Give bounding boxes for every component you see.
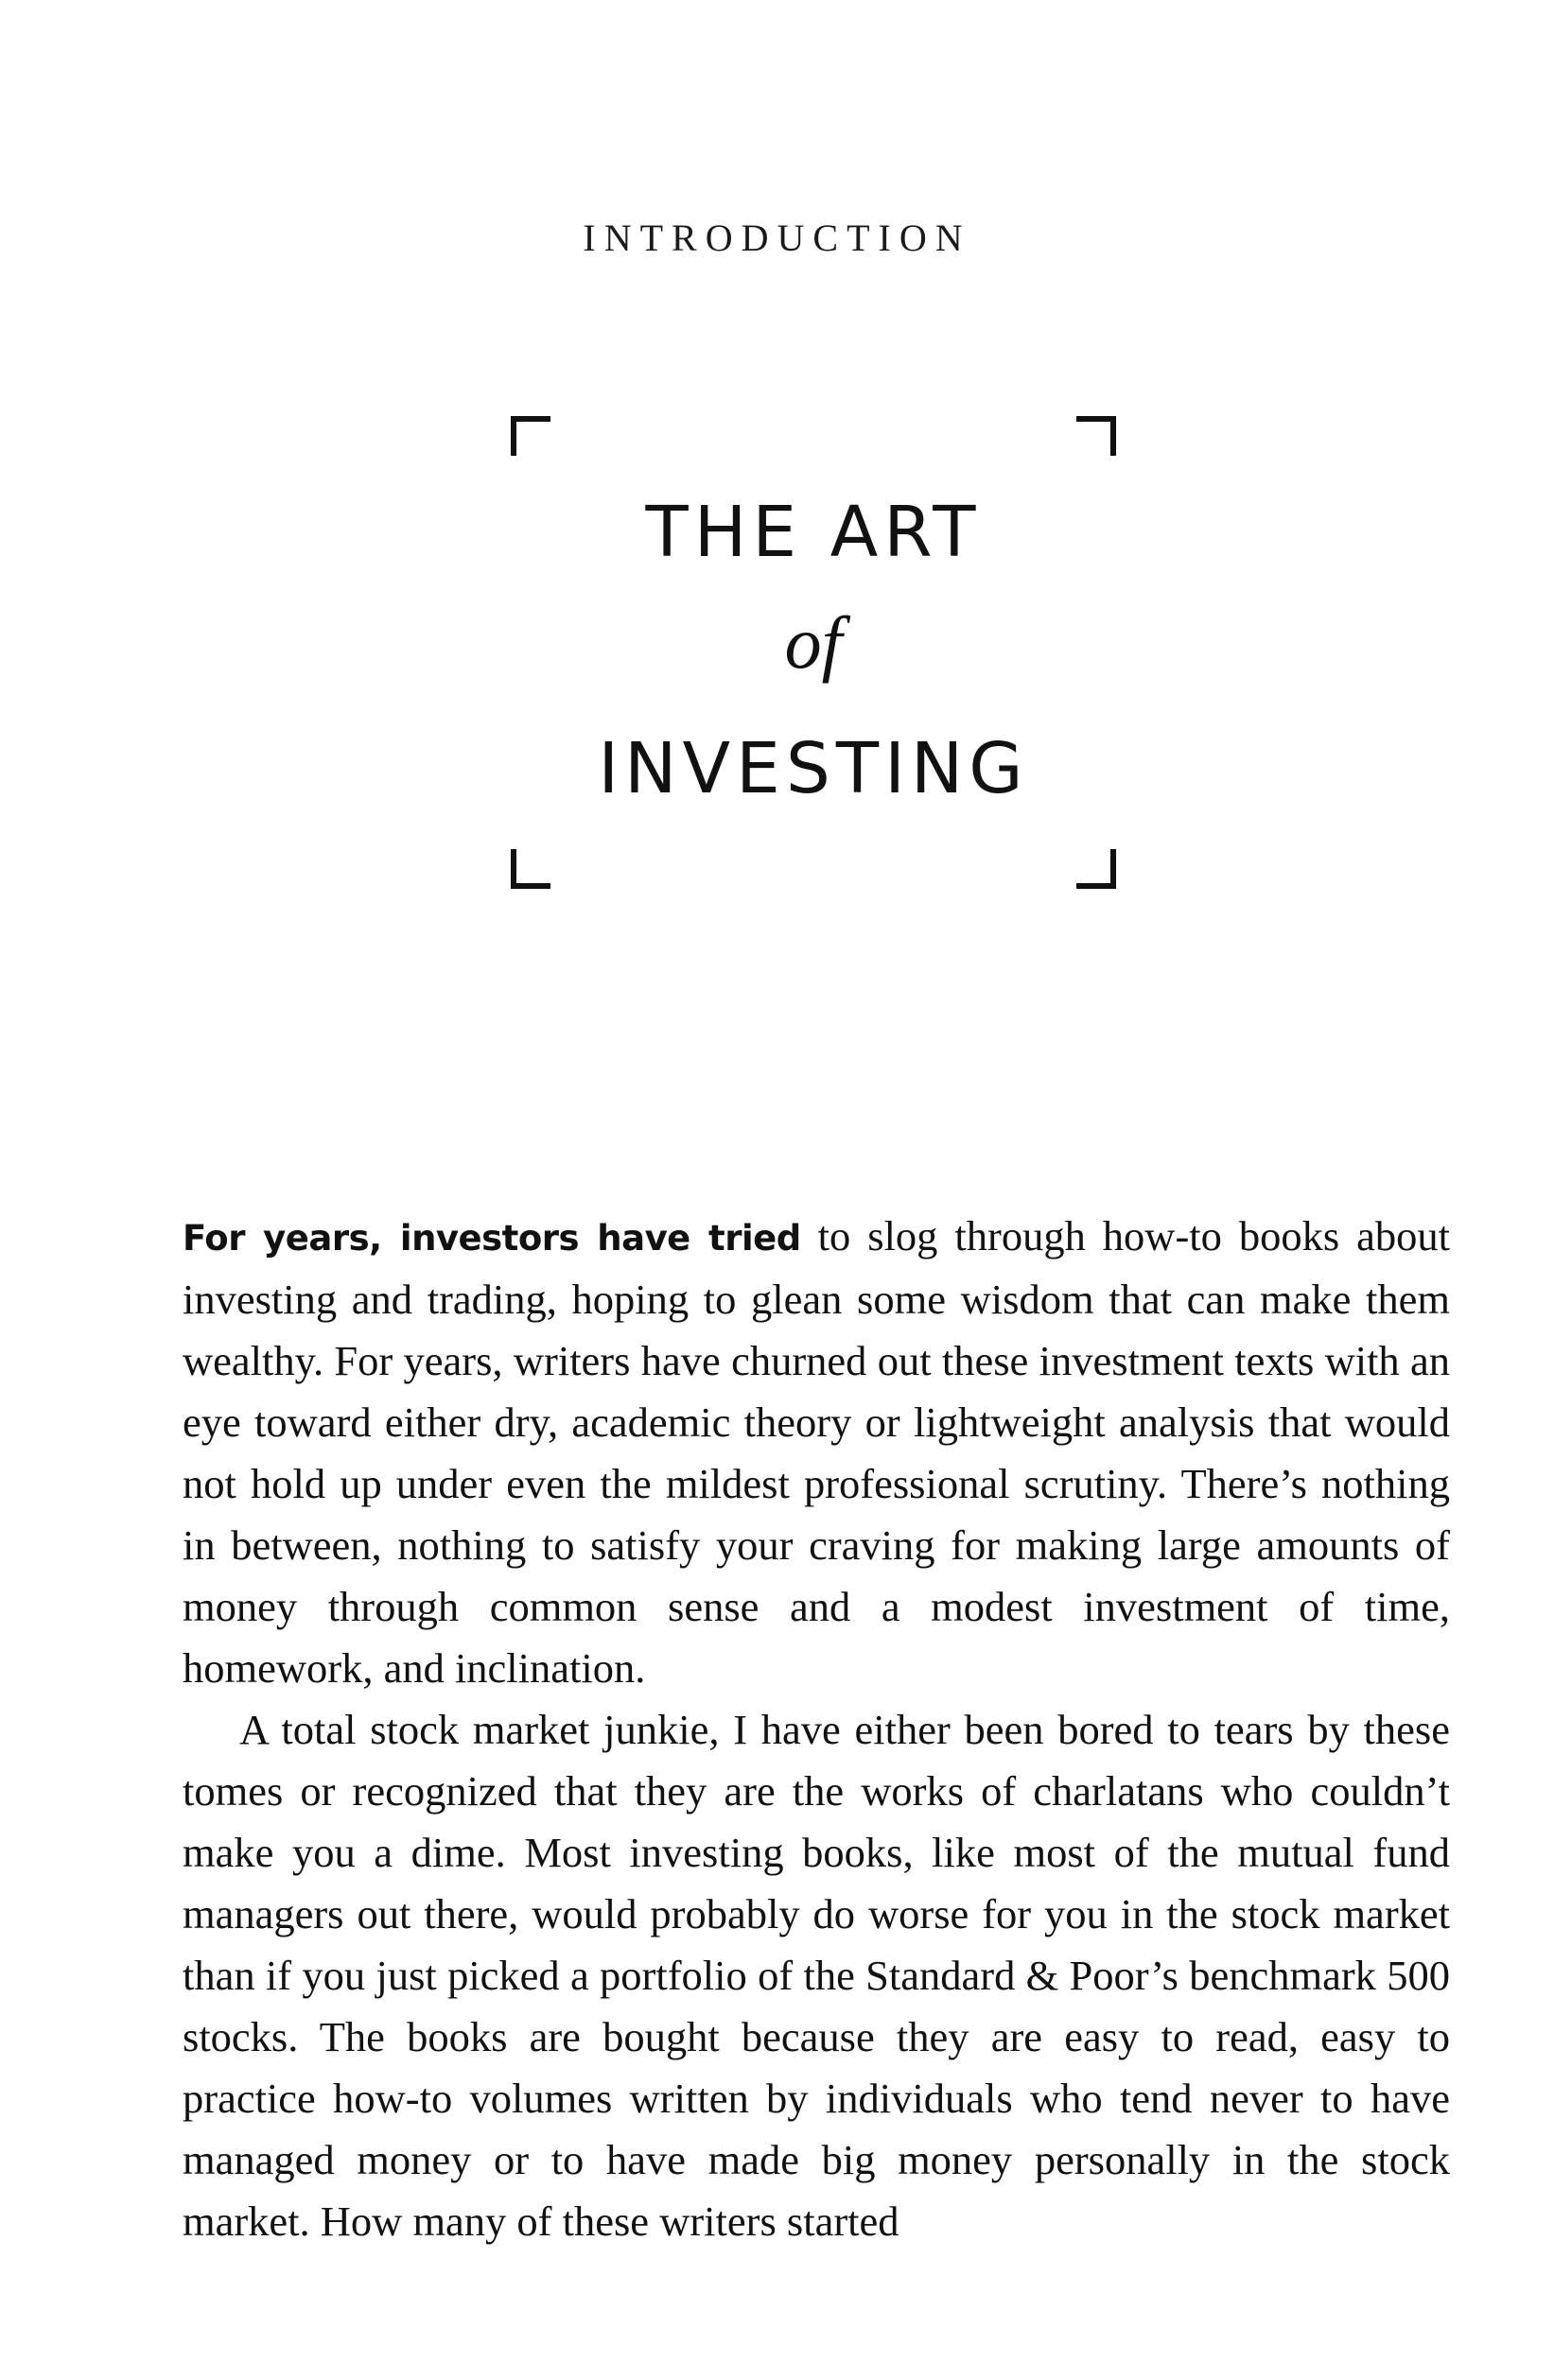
- paragraph-1-text: to slog through how-to books about investing and trading, hoping to glean some wisdom that can make them wealthy. For years, writers have churned out these investment texts with an eye toward either dry, academic theory or lightweight analysis that would not hold up under even the mildest professional scrutiny. There’s nothing in between, nothing to satisfy your craving for making large amounts of money through common sense and a modest investment of time, homework, and inclination.: [183, 1212, 1450, 1692]
- corner-bracket-top-left-icon: [511, 416, 550, 456]
- paragraph-1: [183, 1206, 1450, 1699]
- corner-bracket-bottom-left-icon: [511, 849, 550, 889]
- chapter-title-line-1: THE ART: [645, 492, 982, 573]
- corner-bracket-top-right-icon: [1076, 416, 1116, 456]
- paragraph-lead-in: For years, investors have tried: [183, 1218, 801, 1259]
- corner-bracket-bottom-right-icon: [1076, 849, 1116, 889]
- paragraph-2: A total stock market junkie, I have either been bored to tears by these tomes or recognized that they are the works of charlatans who couldn’t make you a dime. Most investing books, like most of the mutual fund managers out there, would probably do worse for you in the stock market than if you just picked a portfolio of the Standard & Poor’s benchmark 500 stocks. The books are bought because they are easy to read, easy to practice how-to volumes written by individuals who tend never to have managed money or to have made big money personally in the stock market. How many of these writers started: [183, 1706, 1450, 2245]
- section-label: INTRODUCTION: [583, 217, 971, 259]
- chapter-title-line-2: INVESTING: [598, 728, 1029, 809]
- body-text: [183, 1206, 1450, 2252]
- chapter-title-block: [482, 416, 1144, 908]
- chapter-title-connector: of: [784, 601, 843, 684]
